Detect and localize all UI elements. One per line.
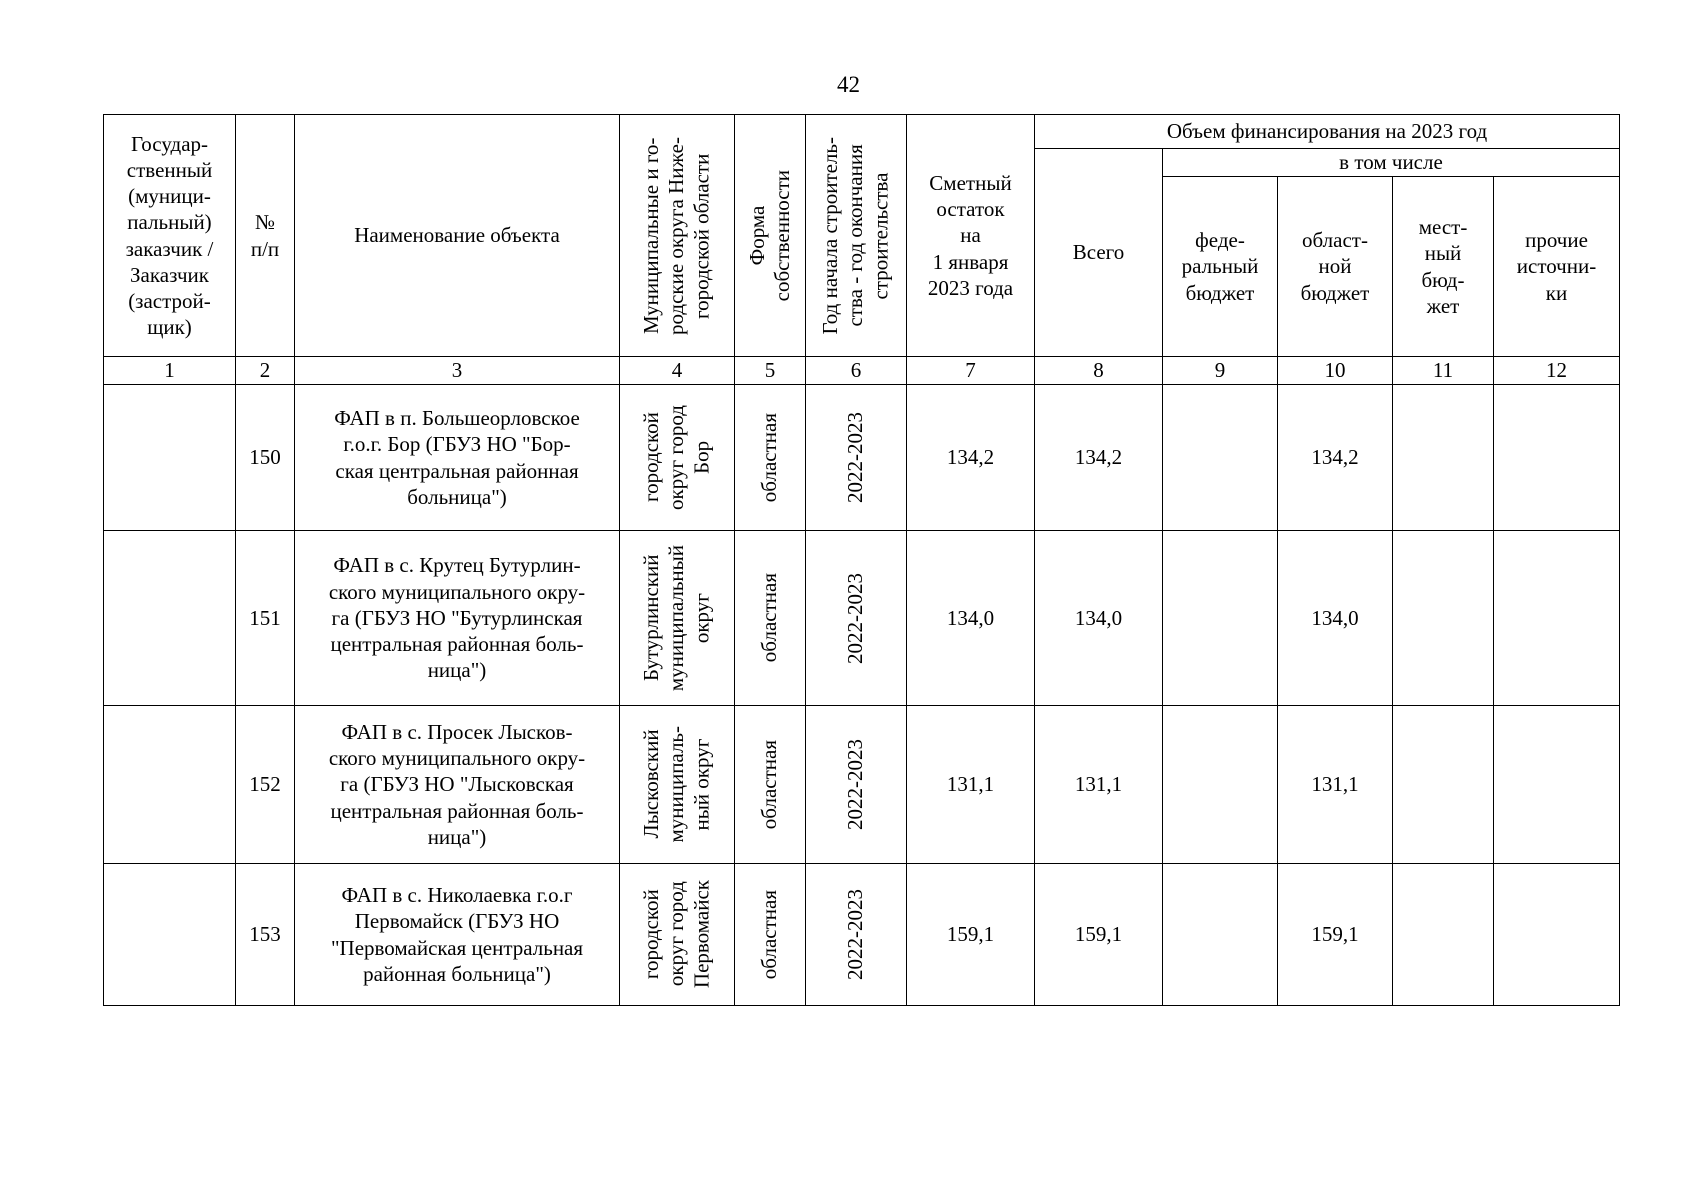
row-estimate: 159,1	[907, 864, 1035, 1006]
column-numbers-row	[104, 357, 1620, 385]
row-federal	[1163, 531, 1278, 706]
column-number: 9	[1163, 357, 1278, 385]
row-district-text: городской округ город Бор	[639, 405, 714, 510]
row-district-text: городской округ город Первомайск	[639, 880, 714, 989]
header-ownership-form-text: Форма собственности	[744, 169, 794, 302]
header-financing-group: Объем финансирования на 2023 год	[1035, 115, 1620, 149]
header-customer: Государ- ственный (муници- пальный) заказчик / Заказчик (застрой- щик)	[104, 115, 236, 357]
row-object-name: ФАП в п. Большеорловское г.о.г. Бор (ГБУЗ НО "Бор- ская центральная районная больница")	[295, 385, 620, 531]
row-district-text: Лысковский муниципаль- ный округ	[639, 726, 714, 843]
row-estimate: 131,1	[907, 706, 1035, 864]
row-estimate: 134,0	[907, 531, 1035, 706]
header-construction-years-text: Год начала строитель- ства - год окончания строительства	[818, 136, 893, 335]
row-years	[806, 531, 907, 706]
header-municipal-districts	[620, 115, 735, 357]
row-years	[806, 864, 907, 1006]
row-regional: 134,2	[1278, 385, 1393, 531]
row-total: 159,1	[1035, 864, 1163, 1006]
row-district	[620, 706, 735, 864]
row-other	[1494, 864, 1620, 1006]
column-number: 4	[620, 357, 735, 385]
table-row	[104, 385, 1620, 531]
financing-table	[103, 114, 1620, 1006]
row-federal	[1163, 864, 1278, 1006]
column-number: 5	[735, 357, 806, 385]
row-other	[1494, 531, 1620, 706]
row-federal	[1163, 706, 1278, 864]
row-customer	[104, 706, 236, 864]
header-ownership-form	[735, 115, 806, 357]
row-local	[1393, 864, 1494, 1006]
column-number: 10	[1278, 357, 1393, 385]
row-other	[1494, 706, 1620, 864]
row-estimate: 134,2	[907, 385, 1035, 531]
row-local	[1393, 385, 1494, 531]
header-row-1	[104, 115, 1620, 149]
row-years-text: 2022-2023	[843, 739, 868, 830]
row-number: 153	[236, 864, 295, 1006]
column-number: 3	[295, 357, 620, 385]
row-local	[1393, 706, 1494, 864]
row-ownership-text: областная	[757, 889, 782, 980]
column-number: 1	[104, 357, 236, 385]
row-years	[806, 385, 907, 531]
header-federal-budget: феде- ральный бюджет	[1163, 177, 1278, 357]
row-district	[620, 385, 735, 531]
header-municipal-districts-text: Муниципальные и го- родские округа Ниже- городской области	[639, 136, 714, 335]
header-other-sources: прочие источни- ки	[1494, 177, 1620, 357]
row-regional: 134,0	[1278, 531, 1393, 706]
header-regional-budget: област- ной бюджет	[1278, 177, 1393, 357]
header-total: Всего	[1035, 149, 1163, 357]
row-years	[806, 706, 907, 864]
table-row	[104, 864, 1620, 1006]
row-customer	[104, 864, 236, 1006]
table-row	[104, 706, 1620, 864]
row-number: 150	[236, 385, 295, 531]
row-ownership	[735, 531, 806, 706]
row-local	[1393, 531, 1494, 706]
table-row	[104, 531, 1620, 706]
row-years-text: 2022-2023	[843, 572, 868, 664]
row-years-text: 2022-2023	[843, 889, 868, 980]
row-federal	[1163, 385, 1278, 531]
row-other	[1494, 385, 1620, 531]
row-total: 134,0	[1035, 531, 1163, 706]
row-years-text: 2022-2023	[843, 412, 868, 503]
row-ownership	[735, 864, 806, 1006]
column-number: 6	[806, 357, 907, 385]
row-number: 152	[236, 706, 295, 864]
row-ownership-text: областная	[757, 739, 782, 830]
row-ownership	[735, 385, 806, 531]
column-number: 12	[1494, 357, 1620, 385]
header-object-name: Наименование объекта	[295, 115, 620, 357]
row-district-text: Бутурлинский муниципальный округ	[639, 544, 714, 692]
row-ownership	[735, 706, 806, 864]
row-ownership-text: областная	[757, 412, 782, 503]
column-number: 7	[907, 357, 1035, 385]
row-total: 131,1	[1035, 706, 1163, 864]
row-object-name: ФАП в с. Николаевка г.о.г Первомайск (ГБУЗ НО "Первомайская центральная районная больница")	[295, 864, 620, 1006]
row-district	[620, 531, 735, 706]
row-object-name: ФАП в с. Крутец Бутурлин- ского муниципального окру- га (ГБУЗ НО "Бутурлинская центральная районная боль- ница")	[295, 531, 620, 706]
row-district	[620, 864, 735, 1006]
column-number: 11	[1393, 357, 1494, 385]
header-estimate-balance: Сметный остаток на 1 января 2023 года	[907, 115, 1035, 357]
header-construction-years	[806, 115, 907, 357]
row-number: 151	[236, 531, 295, 706]
header-number: № п/п	[236, 115, 295, 357]
row-customer	[104, 531, 236, 706]
row-regional: 131,1	[1278, 706, 1393, 864]
column-number: 8	[1035, 357, 1163, 385]
row-customer	[104, 385, 236, 531]
row-ownership-text: областная	[757, 573, 782, 663]
column-number: 2	[236, 357, 295, 385]
row-regional: 159,1	[1278, 864, 1393, 1006]
page-number: 42	[837, 72, 860, 97]
row-object-name: ФАП в с. Просек Лысков- ского муниципального окру- га (ГБУЗ НО "Лысковская центральная районная боль- ница")	[295, 706, 620, 864]
row-total: 134,2	[1035, 385, 1163, 531]
header-including: в том числе	[1163, 149, 1620, 177]
header-local-budget: мест- ный бюд- жет	[1393, 177, 1494, 357]
